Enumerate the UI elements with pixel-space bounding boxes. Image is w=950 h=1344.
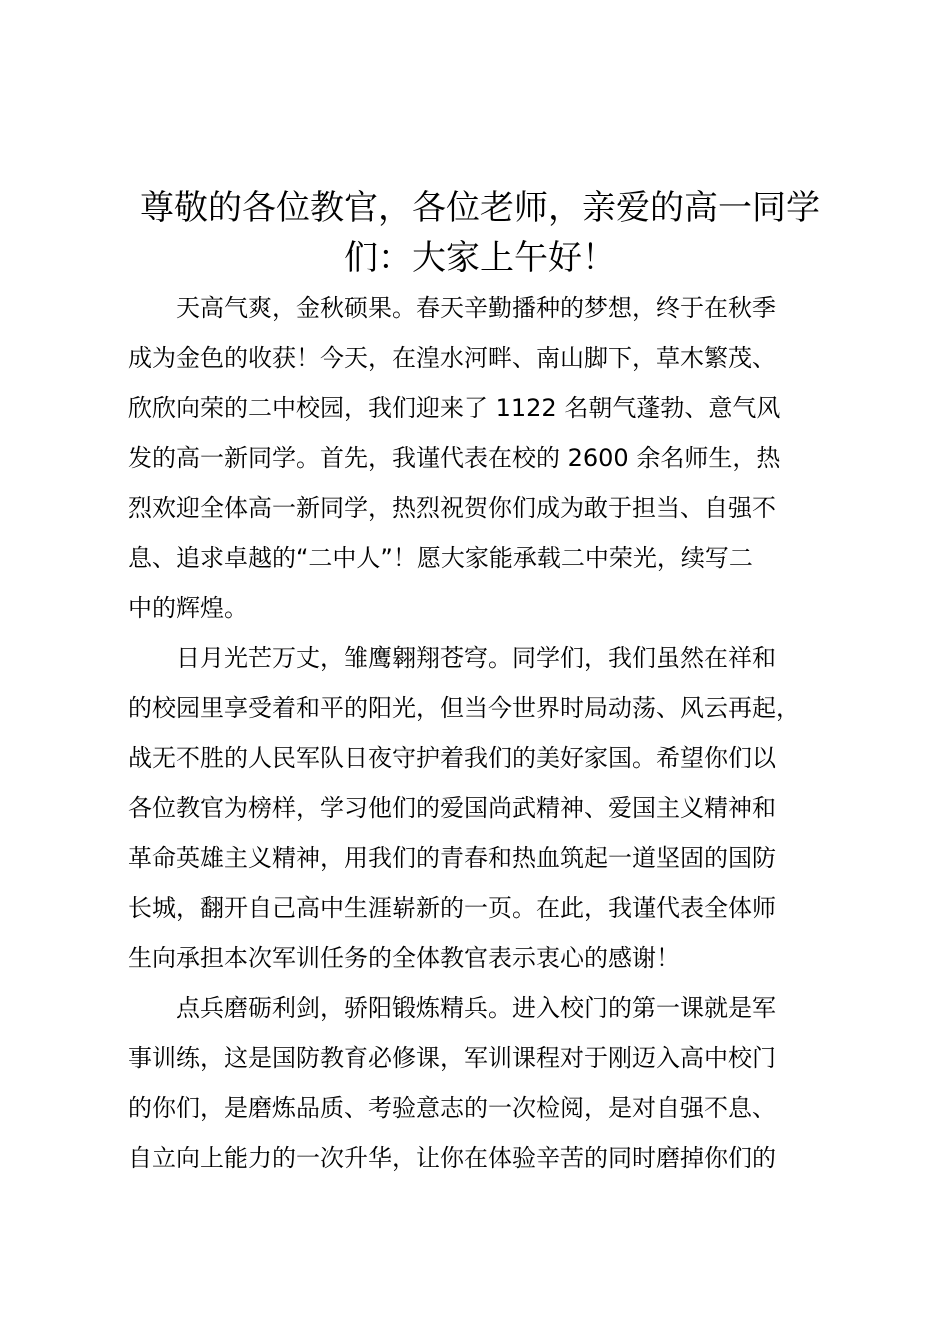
paragraph-line: 生向承担本次军训任务的全体教官表示衷心的感谢！ — [128, 944, 680, 972]
paragraph-line: 战无不胜的人民军队日夜守护着我们的美好家国。希望你们以 — [128, 744, 776, 772]
paragraph-line: 革命英雄主义精神，用我们的青春和热血筑起一道坚固的国防 — [128, 844, 776, 872]
paragraph-2 — [128, 633, 848, 983]
title-line-1: 尊敬的各位教官，各位老师，亲爱的高一同学 — [140, 188, 820, 228]
speech-body — [128, 283, 848, 1183]
paragraph-line: 烈欢迎全体高一新同学，热烈祝贺你们成为敢于担当、自强不 — [128, 494, 776, 522]
paragraph-line: 发的高一新同学。首先，我谨代表在校的 2600 余名师生，热 — [128, 444, 781, 472]
paragraph-line: 的校园里享受着和平的阳光，但当今世界时局动荡、风云再起， — [128, 694, 800, 722]
paragraph-line: 成为金色的收获！今天，在湟水河畔、南山脚下，草木繁茂、 — [128, 344, 776, 372]
paragraph-line: 的你们，是磨炼品质、考验意志的一次检阅，是对自强不息、 — [128, 1094, 776, 1122]
paragraph-line: 自立向上能力的一次升华，让你在体验辛苦的同时磨掉你们的 — [128, 1144, 776, 1172]
paragraph-1 — [128, 283, 848, 633]
title-line-2: 们：大家上午好！ — [344, 238, 616, 278]
paragraph-line: 息、追求卓越的“二中人”！愿大家能承载二中荣光，续写二 — [128, 544, 753, 572]
paragraph-line: 长城，翻开自己高中生涯崭新的一页。在此，我谨代表全体师 — [128, 894, 776, 922]
paragraph-3 — [128, 983, 848, 1183]
paragraph-line: 中的辉煌。 — [128, 594, 248, 622]
paragraph-line: 天高气爽，金秋硕果。春天辛勤播种的梦想，终于在秋季 — [176, 294, 776, 322]
paragraph-line: 点兵磨砺利剑，骄阳锻炼精兵。进入校门的第一课就是军 — [176, 994, 776, 1022]
paragraph-line: 欣欣向荣的二中校园，我们迎来了 1122 名朝气蓬勃、意气风 — [128, 394, 781, 422]
paragraph-line: 事训练，这是国防教育必修课，军训课程对于刚迈入高中校门 — [128, 1044, 776, 1072]
paragraph-line: 各位教官为榜样，学习他们的爱国尚武精神、爱国主义精神和 — [128, 794, 776, 822]
speech-title — [110, 183, 850, 283]
paragraph-line: 日月光芒万丈，雏鹰翱翔苍穹。同学们，我们虽然在祥和 — [176, 644, 776, 672]
